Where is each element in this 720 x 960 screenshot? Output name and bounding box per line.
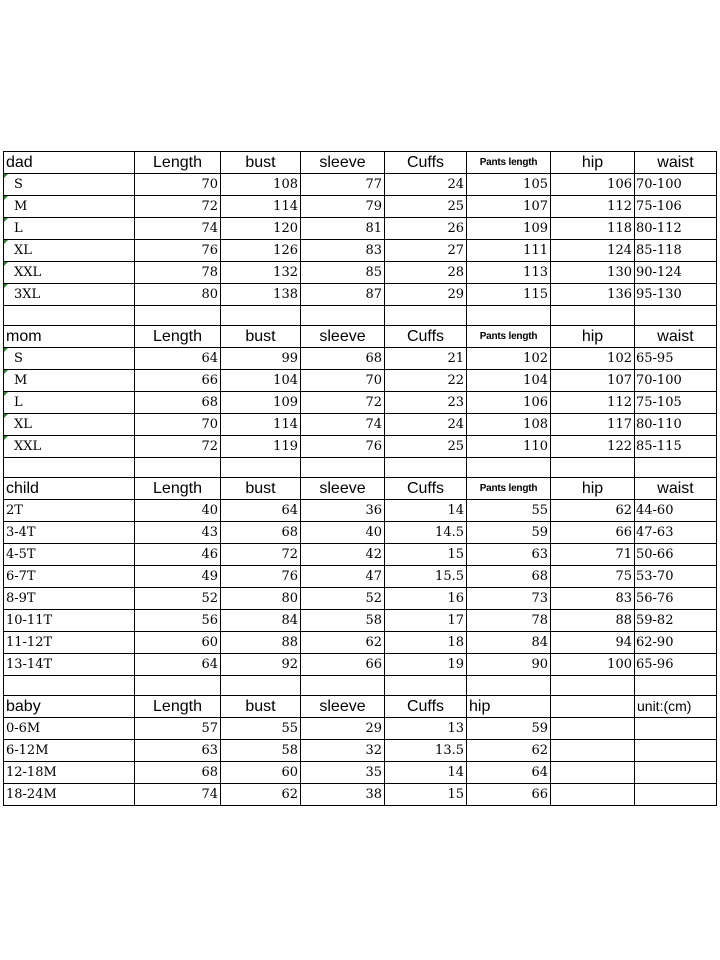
size-label: 13-14T [4, 654, 135, 676]
measurement-cell: 43 [135, 522, 221, 544]
empty-cell [635, 676, 717, 696]
measurement-cell: 114 [221, 196, 301, 218]
size-label: 6-12M [4, 740, 135, 762]
size-label: L [4, 392, 135, 414]
column-header: bust [221, 696, 301, 718]
measurement-cell: 50-66 [635, 544, 717, 566]
measurement-cell: 108 [467, 414, 551, 436]
size-label: XXL [4, 436, 135, 458]
measurement-cell: 85 [301, 262, 385, 284]
measurement-cell: 70 [135, 414, 221, 436]
measurement-cell: 62-90 [635, 632, 717, 654]
table-row [4, 348, 717, 370]
measurement-cell: 27 [385, 240, 467, 262]
measurement-cell: 60 [135, 632, 221, 654]
size-label: 4-5T [4, 544, 135, 566]
measurement-cell: 112 [551, 196, 635, 218]
measurement-cell: 46 [135, 544, 221, 566]
measurement-cell: 16 [385, 588, 467, 610]
column-header: bust [221, 478, 301, 500]
measurement-cell: 49 [135, 566, 221, 588]
measurement-cell: 58 [221, 740, 301, 762]
measurement-cell: 13 [385, 718, 467, 740]
measurement-cell: 83 [551, 588, 635, 610]
size-label: XL [4, 414, 135, 436]
measurement-cell: 118 [551, 218, 635, 240]
measurement-cell: 66 [301, 654, 385, 676]
measurement-cell: 92 [221, 654, 301, 676]
column-header: hip [551, 152, 635, 174]
measurement-cell: 15 [385, 784, 467, 806]
size-label: S [4, 174, 135, 196]
empty-cell [221, 306, 301, 326]
measurement-cell: 99 [221, 348, 301, 370]
measurement-cell: 24 [385, 174, 467, 196]
empty-cell [551, 306, 635, 326]
measurement-cell: 85-115 [635, 436, 717, 458]
measurement-cell: 55 [467, 500, 551, 522]
dad-header-row [4, 152, 717, 174]
measurement-cell: 100 [551, 654, 635, 676]
measurement-cell: 74 [135, 218, 221, 240]
table-row [4, 522, 717, 544]
column-header: hip [551, 326, 635, 348]
measurement-cell: 75-105 [635, 392, 717, 414]
measurement-cell: 74 [135, 784, 221, 806]
column-header: Pants length [467, 326, 551, 348]
measurement-cell: 62 [221, 784, 301, 806]
measurement-cell: 24 [385, 414, 467, 436]
measurement-cell: 120 [221, 218, 301, 240]
empty-cell [4, 676, 135, 696]
column-header: Cuffs [385, 478, 467, 500]
size-label: 3XL [4, 284, 135, 306]
measurement-cell: 117 [551, 414, 635, 436]
size-chart-sheet [3, 151, 717, 806]
measurement-cell: 105 [467, 174, 551, 196]
measurement-cell: 115 [467, 284, 551, 306]
measurement-cell: 14 [385, 762, 467, 784]
size-label: 2T [4, 500, 135, 522]
table-row [4, 762, 717, 784]
measurement-cell: 109 [467, 218, 551, 240]
table-row [4, 718, 717, 740]
measurement-cell: 73 [467, 588, 551, 610]
measurement-cell: 42 [301, 544, 385, 566]
measurement-cell: 76 [301, 436, 385, 458]
baby-header-row [4, 696, 717, 718]
measurement-cell: 23 [385, 392, 467, 414]
measurement-cell: 84 [221, 610, 301, 632]
column-header: Cuffs [385, 696, 467, 718]
measurement-cell: 102 [467, 348, 551, 370]
unit-label: unit:(cm) [635, 696, 717, 718]
measurement-cell: 60 [221, 762, 301, 784]
measurement-cell: 87 [301, 284, 385, 306]
measurement-cell: 77 [301, 174, 385, 196]
measurement-cell: 88 [221, 632, 301, 654]
empty-cell [635, 762, 717, 784]
measurement-cell: 70 [135, 174, 221, 196]
measurement-cell: 52 [135, 588, 221, 610]
empty-cell [135, 458, 221, 478]
empty-cell [301, 458, 385, 478]
measurement-cell: 64 [135, 348, 221, 370]
measurement-cell: 68 [467, 566, 551, 588]
size-chart-table [3, 151, 717, 806]
measurement-cell: 64 [221, 500, 301, 522]
empty-cell [551, 458, 635, 478]
empty-cell [301, 306, 385, 326]
empty-cell [551, 696, 635, 718]
empty-cell [135, 306, 221, 326]
empty-cell [385, 306, 467, 326]
measurement-cell: 29 [301, 718, 385, 740]
measurement-cell: 22 [385, 370, 467, 392]
measurement-cell: 80-112 [635, 218, 717, 240]
table-row [4, 240, 717, 262]
measurement-cell: 102 [551, 348, 635, 370]
measurement-cell: 53-70 [635, 566, 717, 588]
mom-header-row [4, 326, 717, 348]
table-row [4, 414, 717, 436]
measurement-cell: 110 [467, 436, 551, 458]
size-label: 6-7T [4, 566, 135, 588]
size-label: S [4, 348, 135, 370]
measurement-cell: 15 [385, 544, 467, 566]
measurement-cell: 72 [221, 544, 301, 566]
column-header: waist [635, 478, 717, 500]
measurement-cell: 63 [135, 740, 221, 762]
empty-cell [467, 458, 551, 478]
measurement-cell: 85-118 [635, 240, 717, 262]
measurement-cell: 74 [301, 414, 385, 436]
measurement-cell: 113 [467, 262, 551, 284]
measurement-cell: 21 [385, 348, 467, 370]
empty-cell [551, 718, 635, 740]
column-header: Length [135, 478, 221, 500]
column-header: Cuffs [385, 152, 467, 174]
column-header: hip [551, 478, 635, 500]
measurement-cell: 14.5 [385, 522, 467, 544]
measurement-cell: 70 [301, 370, 385, 392]
measurement-cell: 59 [467, 522, 551, 544]
table-row [4, 740, 717, 762]
measurement-cell: 62 [467, 740, 551, 762]
measurement-cell: 112 [551, 392, 635, 414]
table-row [4, 436, 717, 458]
column-header: Pants length [467, 152, 551, 174]
measurement-cell: 108 [221, 174, 301, 196]
measurement-cell: 65-95 [635, 348, 717, 370]
size-label: 12-18M [4, 762, 135, 784]
table-row [4, 370, 717, 392]
column-header: hip [467, 696, 551, 718]
measurement-cell: 70-100 [635, 174, 717, 196]
measurement-cell: 83 [301, 240, 385, 262]
measurement-cell: 68 [301, 348, 385, 370]
measurement-cell: 65-96 [635, 654, 717, 676]
measurement-cell: 58 [301, 610, 385, 632]
measurement-cell: 40 [301, 522, 385, 544]
measurement-cell: 32 [301, 740, 385, 762]
measurement-cell: 25 [385, 196, 467, 218]
empty-cell [4, 306, 135, 326]
measurement-cell: 122 [551, 436, 635, 458]
empty-cell [635, 458, 717, 478]
empty-cell [635, 784, 717, 806]
measurement-cell: 132 [221, 262, 301, 284]
measurement-cell: 68 [221, 522, 301, 544]
measurement-cell: 104 [467, 370, 551, 392]
empty-cell [385, 458, 467, 478]
measurement-cell: 106 [467, 392, 551, 414]
measurement-cell: 80-110 [635, 414, 717, 436]
measurement-cell: 57 [135, 718, 221, 740]
measurement-cell: 95-130 [635, 284, 717, 306]
size-label: 0-6M [4, 718, 135, 740]
measurement-cell: 90-124 [635, 262, 717, 284]
spacer-row [4, 306, 717, 326]
size-label: 10-11T [4, 610, 135, 632]
group-label: mom [4, 326, 135, 348]
empty-cell [301, 676, 385, 696]
measurement-cell: 76 [135, 240, 221, 262]
measurement-cell: 90 [467, 654, 551, 676]
empty-cell [4, 458, 135, 478]
size-label: XXL [4, 262, 135, 284]
measurement-cell: 72 [135, 436, 221, 458]
measurement-cell: 64 [135, 654, 221, 676]
table-row [4, 784, 717, 806]
measurement-cell: 109 [221, 392, 301, 414]
measurement-cell: 94 [551, 632, 635, 654]
empty-cell [467, 676, 551, 696]
table-row [4, 654, 717, 676]
empty-cell [551, 676, 635, 696]
empty-cell [551, 740, 635, 762]
empty-cell [551, 762, 635, 784]
column-header: Length [135, 152, 221, 174]
size-label: 11-12T [4, 632, 135, 654]
measurement-cell: 56 [135, 610, 221, 632]
measurement-cell: 136 [551, 284, 635, 306]
measurement-cell: 78 [135, 262, 221, 284]
column-header: Length [135, 696, 221, 718]
measurement-cell: 78 [467, 610, 551, 632]
measurement-cell: 52 [301, 588, 385, 610]
table-row [4, 392, 717, 414]
column-header: bust [221, 152, 301, 174]
table-row [4, 262, 717, 284]
column-header: Pants length [467, 478, 551, 500]
measurement-cell: 17 [385, 610, 467, 632]
measurement-cell: 114 [221, 414, 301, 436]
column-header: bust [221, 326, 301, 348]
measurement-cell: 25 [385, 436, 467, 458]
measurement-cell: 71 [551, 544, 635, 566]
measurement-cell: 70-100 [635, 370, 717, 392]
size-label: L [4, 218, 135, 240]
measurement-cell: 130 [551, 262, 635, 284]
group-label: baby [4, 696, 135, 718]
measurement-cell: 13.5 [385, 740, 467, 762]
size-label: 3-4T [4, 522, 135, 544]
empty-cell [221, 458, 301, 478]
measurement-cell: 38 [301, 784, 385, 806]
measurement-cell: 29 [385, 284, 467, 306]
measurement-cell: 68 [135, 392, 221, 414]
empty-cell [635, 718, 717, 740]
measurement-cell: 59 [467, 718, 551, 740]
measurement-cell: 55 [221, 718, 301, 740]
measurement-cell: 66 [135, 370, 221, 392]
measurement-cell: 126 [221, 240, 301, 262]
measurement-cell: 18 [385, 632, 467, 654]
measurement-cell: 62 [551, 500, 635, 522]
measurement-cell: 64 [467, 762, 551, 784]
table-row [4, 218, 717, 240]
empty-cell [467, 306, 551, 326]
measurement-cell: 14 [385, 500, 467, 522]
empty-cell [385, 676, 467, 696]
measurement-cell: 104 [221, 370, 301, 392]
table-row [4, 174, 717, 196]
empty-cell [221, 676, 301, 696]
spacer-row [4, 458, 717, 478]
column-header: Cuffs [385, 326, 467, 348]
size-label: 18-24M [4, 784, 135, 806]
measurement-cell: 59-82 [635, 610, 717, 632]
table-row [4, 632, 717, 654]
table-row [4, 566, 717, 588]
column-header: Length [135, 326, 221, 348]
column-header: sleeve [301, 326, 385, 348]
column-header: sleeve [301, 696, 385, 718]
measurement-cell: 47 [301, 566, 385, 588]
measurement-cell: 63 [467, 544, 551, 566]
measurement-cell: 107 [467, 196, 551, 218]
measurement-cell: 84 [467, 632, 551, 654]
column-header: waist [635, 326, 717, 348]
group-label: child [4, 478, 135, 500]
measurement-cell: 119 [221, 436, 301, 458]
column-header: sleeve [301, 152, 385, 174]
measurement-cell: 62 [301, 632, 385, 654]
measurement-cell: 26 [385, 218, 467, 240]
measurement-cell: 44-60 [635, 500, 717, 522]
measurement-cell: 106 [551, 174, 635, 196]
column-header: sleeve [301, 478, 385, 500]
table-row [4, 500, 717, 522]
empty-cell [635, 306, 717, 326]
column-header: waist [635, 152, 717, 174]
measurement-cell: 56-76 [635, 588, 717, 610]
measurement-cell: 107 [551, 370, 635, 392]
measurement-cell: 80 [135, 284, 221, 306]
empty-cell [635, 740, 717, 762]
measurement-cell: 88 [551, 610, 635, 632]
table-row [4, 610, 717, 632]
measurement-cell: 75 [551, 566, 635, 588]
group-label: dad [4, 152, 135, 174]
measurement-cell: 81 [301, 218, 385, 240]
measurement-cell: 76 [221, 566, 301, 588]
measurement-cell: 75-106 [635, 196, 717, 218]
table-row [4, 284, 717, 306]
table-row [4, 588, 717, 610]
size-label: 8-9T [4, 588, 135, 610]
measurement-cell: 36 [301, 500, 385, 522]
measurement-cell: 68 [135, 762, 221, 784]
measurement-cell: 35 [301, 762, 385, 784]
empty-cell [135, 676, 221, 696]
measurement-cell: 40 [135, 500, 221, 522]
empty-cell [551, 784, 635, 806]
measurement-cell: 66 [467, 784, 551, 806]
measurement-cell: 79 [301, 196, 385, 218]
measurement-cell: 19 [385, 654, 467, 676]
table-row [4, 196, 717, 218]
size-label: XL [4, 240, 135, 262]
size-label: M [4, 370, 135, 392]
measurement-cell: 80 [221, 588, 301, 610]
measurement-cell: 138 [221, 284, 301, 306]
measurement-cell: 72 [135, 196, 221, 218]
measurement-cell: 72 [301, 392, 385, 414]
measurement-cell: 111 [467, 240, 551, 262]
measurement-cell: 28 [385, 262, 467, 284]
table-row [4, 544, 717, 566]
measurement-cell: 124 [551, 240, 635, 262]
measurement-cell: 47-63 [635, 522, 717, 544]
child-header-row [4, 478, 717, 500]
measurement-cell: 66 [551, 522, 635, 544]
measurement-cell: 15.5 [385, 566, 467, 588]
size-label: M [4, 196, 135, 218]
spacer-row [4, 676, 717, 696]
